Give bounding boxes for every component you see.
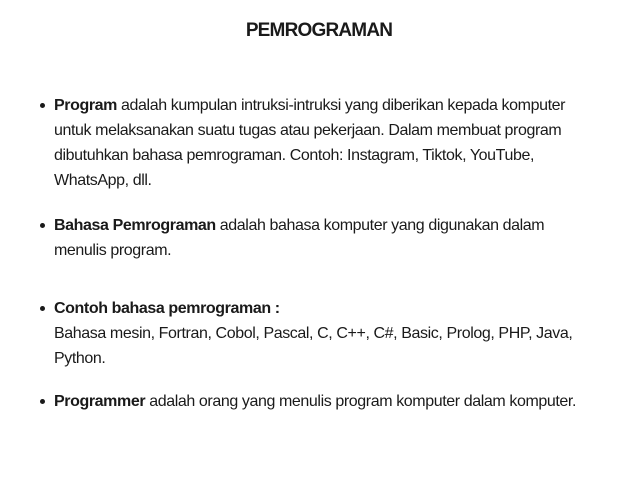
bullet-text [54, 213, 580, 263]
bullet-item-programmer [40, 389, 580, 414]
bullet-term: Programmer [54, 393, 146, 410]
bullet-description: adalah bahasa komputer yang digunakan dalam menulis program. [54, 217, 545, 259]
bullet-text [54, 389, 580, 414]
bullet-dot-icon [40, 399, 45, 404]
bullet-description: adalah orang yang menulis program komputer dalam komputer. [145, 393, 577, 410]
bullet-description: adalah kumpulan intruksi-intruksi yang diberikan kepada komputer untuk melaksanakan suatu tugas atau pekerjaan. Dalam membuat program dibutuhkan bahasa pemrograman. Contoh: Instagram, Tiktok, YouTube, WhatsApp, dll. [54, 97, 566, 189]
bullet-term: Contoh bahasa pemrograman : [54, 300, 280, 317]
bullet-item-bahasa-pemrograman [40, 213, 580, 263]
bullet-term: Bahasa Pemrograman [54, 217, 216, 234]
bullet-text [54, 93, 580, 193]
bullet-term: Program [54, 97, 117, 114]
slide-title: PEMROGRAMAN [245, 20, 393, 41]
bullet-item-program [40, 93, 580, 193]
bullet-text [54, 296, 580, 371]
bullet-dot-icon [40, 103, 45, 108]
bullet-dot-icon [40, 306, 45, 311]
bullet-dot-icon [40, 223, 45, 228]
bullet-description: Bahasa mesin, Fortran, Cobol, Pascal, C, C++, C#, Basic, Prolog, PHP, Java, Python. [54, 325, 573, 367]
bullet-item-contoh [40, 296, 580, 371]
